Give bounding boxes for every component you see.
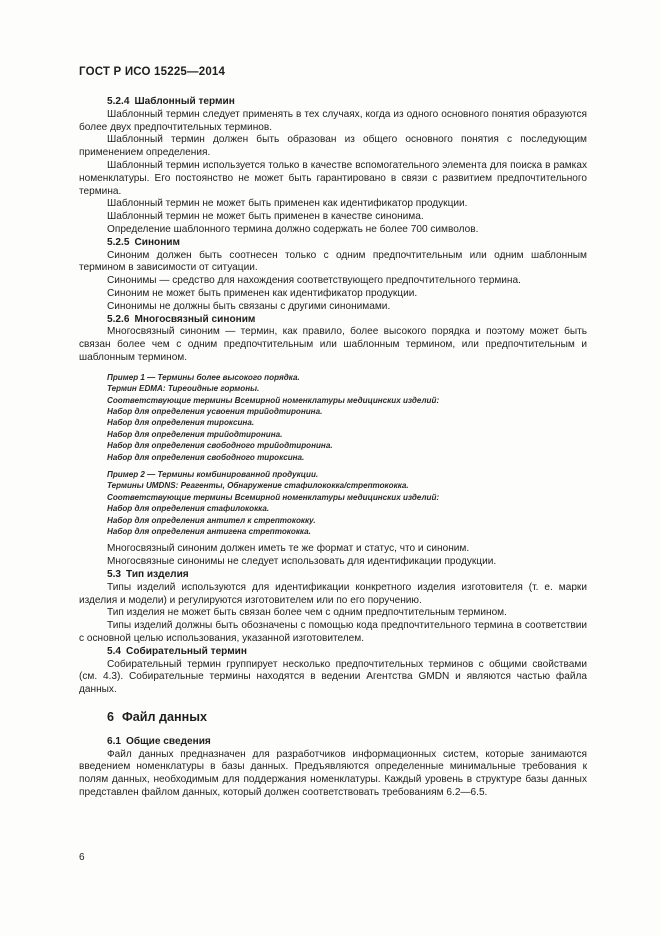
- section-heading-5-2-5: [79, 237, 587, 250]
- example-line: Термин EDMA: Тиреоидные гормоны.: [107, 384, 260, 394]
- page-content: [79, 96, 587, 800]
- section-heading-5-2-4: [79, 96, 587, 109]
- section-heading-6-1: [79, 736, 587, 749]
- section-number: 5.2.6: [107, 313, 130, 325]
- section-title: Собирательный термин: [126, 645, 247, 657]
- paragraph: Многосвязные синонимы не следует использовать для идентификации продукции.: [107, 556, 497, 568]
- example-2: [79, 469, 587, 537]
- example-line: Термины UMDNS: Реагенты, Обнаружение стафилококка/стрептококка.: [107, 481, 409, 491]
- paragraph: Тип изделия не может быть связан более чем с одним предпочтительным термином.: [107, 607, 507, 619]
- paragraph: Собирательный термин группирует несколько предпочтительных терминов с общими свойствами (см. 4.3). Собирательные термины находятся в ведении Агентства GMDN и являются частью файла данных.: [79, 658, 587, 696]
- paragraph: Файл данных предназначен для разработчиков информационных систем, которые занимаются введением номенклатуры в базы данных. Предъявляются определенные минимальные требования к полям данных, необходимым для поддержания номенклатуры. Каждый уровень в структуре базы данных представлен файлом данных, который должен соответствовать требованиям 6.2—6.5.: [79, 748, 587, 798]
- section-number: 5.3: [107, 569, 122, 581]
- paragraph: Синонимы — средство для нахождения соответствующего предпочтительного термина.: [107, 275, 521, 287]
- example-line: Набор для определения усвоения трийодтиронина.: [107, 406, 323, 416]
- example-line: Пример 2 — Термины комбинированной продукции.: [107, 469, 319, 479]
- section-heading-5-4: [79, 646, 587, 659]
- paragraph: Шаблонный термин не может быть применен в качестве синонима.: [107, 211, 424, 223]
- example-line: Набор для определения антител к стрептококку.: [107, 515, 316, 525]
- section-title: Шаблонный термин: [134, 96, 235, 107]
- paragraph: Типы изделий должны быть обозначены с помощью кода предпочтительного термина в соответствии с основной целью использования, указанной изготовителем.: [79, 620, 587, 644]
- example-line: Соответствующие термины Всемирной номенклатуры медицинских изделий:: [107, 492, 440, 502]
- paragraph: Синоним должен быть соотнесен только с одним предпочтительным или одним шаблонным термином в зависимости от ситуации.: [79, 249, 587, 274]
- section-number: 6: [107, 709, 115, 724]
- paragraph: Определение шаблонного термина должно содержать не более 700 символов.: [107, 223, 479, 235]
- example-1: [79, 372, 587, 463]
- paragraph: Синонимы не должны быть связаны с другими синонимами.: [107, 300, 391, 312]
- section-title: Синоним: [134, 236, 180, 248]
- example-line: Пример 1 — Термины более высокого порядка.: [107, 372, 300, 382]
- example-line: Набор для определения свободного тироксина.: [107, 452, 305, 462]
- paragraph: Многосвязный синоним — термин, как правило, более высокого порядка и поэтому может быть связан более чем с одним предпочтительным или шаблонным термином, или предпочтительным и шаблонным термином.: [79, 326, 587, 363]
- section-number: 6.1: [107, 735, 122, 747]
- paragraph: Шаблонный термин следует применять в тех случаях, когда из одного основного понятия образуются более двух предпочтительных терминов.: [79, 108, 587, 133]
- paragraph: Шаблонный термин используется только в качестве вспомогательного элемента для поиска в рамках номенклатуры. Его постоянство не может быть гарантировано в связи с развитием предпочтительного термина.: [79, 159, 587, 197]
- section-heading-6: [79, 711, 587, 724]
- section-number: 5.4: [107, 645, 122, 657]
- section-number: 5.2.4: [107, 96, 130, 107]
- section-title: Многосвязный синоним: [134, 313, 256, 325]
- section-title: Файл данных: [122, 709, 207, 724]
- section-heading-5-2-6: [79, 314, 587, 327]
- paragraph: Многосвязный синоним должен иметь те же формат и статус, что и синоним.: [107, 543, 470, 555]
- example-line: Набор для определения антигена стрептококка.: [107, 527, 311, 537]
- section-title: Общие сведения: [126, 735, 211, 747]
- example-line: Соответствующие термины Всемирной номенклатуры медицинских изделий:: [107, 395, 440, 405]
- page-number: 6: [79, 852, 85, 863]
- paragraph: Синоним не может быть применен как идентификатор продукции.: [107, 287, 418, 299]
- paragraph: Шаблонный термин не может быть применен как идентификатор продукции.: [107, 198, 468, 210]
- example-line: Набор для определения свободного трийодтиронина.: [107, 441, 333, 451]
- section-number: 5.2.5: [107, 236, 130, 248]
- section-heading-5-3: [79, 569, 587, 582]
- paragraph: Шаблонный термин должен быть образован из общего основного понятия с последующим применением определения.: [79, 134, 587, 159]
- paragraph: Типы изделий используются для идентификации конкретного изделия изготовителя (т. е. марки изделия и модели) и регулируются изготовителем или по его поручению.: [79, 581, 587, 606]
- example-line: Набор для определения тироксина.: [107, 418, 255, 428]
- document-header: ГОСТ Р ИСО 15225—2014: [79, 66, 226, 78]
- example-line: Набор для определения стафилококка.: [107, 504, 270, 514]
- section-title: Тип изделия: [126, 569, 189, 581]
- example-line: Набор для определения трийодтиронина.: [107, 429, 283, 439]
